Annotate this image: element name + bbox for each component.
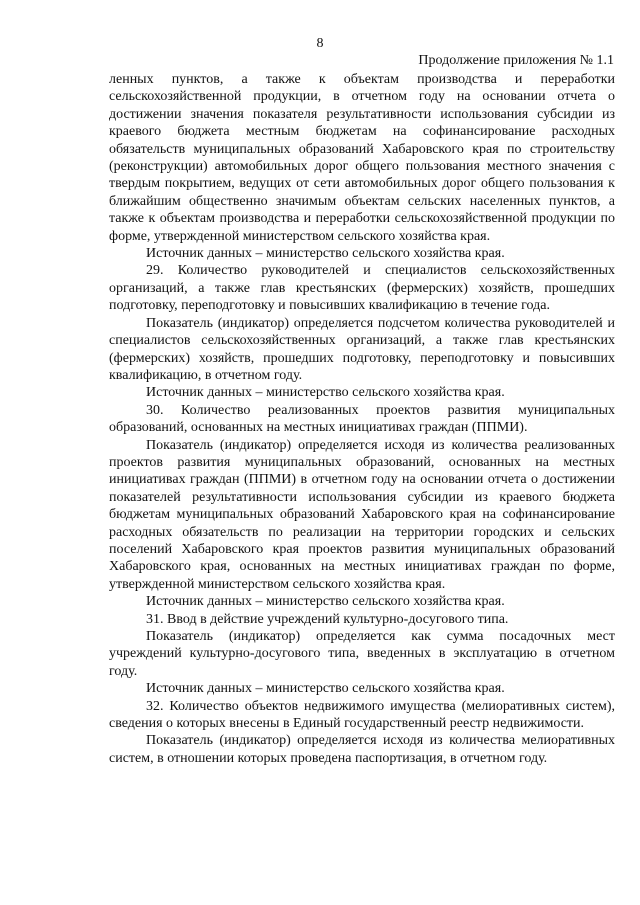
paragraph-continuation: ленных пунктов, а также к объектам производства и переработки сельскохозяйственной продукции, в отчетном году на основании отчета о достижении значения показателя результативности использования субсидии из краевого бюджета местным бюджетам на софинансирование расходных обязательств муниципальных образований Хабаровского края по строительству (реконструкции) автомобильных дорог общего пользования местного значения с твердым покрытием, ведущих от сети автомобильных дорог общего пользования к ближайшим общественно значимым объектам сельских населенных пунктов, а также к объектам производства и переработки сельскохозяйственной продукции по форме, утвержденной министерством сельского хозяйства края. [109, 72, 615, 244]
indicator-32-title: 32. Количество объектов недвижимого имущества (мелиоративных систем), сведения о которых внесены в Единый государственный реестр недвижимости. [109, 698, 615, 732]
indicator-29-title: 29. Количество руководителей и специалистов сельскохозяйственных организаций, а также глав крестьянских (фермерских) хозяйств, прошедших подготовку, переподготовку и повысивших квалификацию в течение года. [109, 263, 615, 314]
indicator-31-description: Показатель (индикатор) определяется как сумма посадочных мест учреждений культурно-досугового типа, введенных в эксплуатацию в отчетном году. [109, 629, 615, 679]
indicator-30-description: Показатель (индикатор) определяется исходя из количества реализованных проектов развития муниципальных образований, основанных на местных инициативах граждан (ППМИ) в отчетном году на основании отчета о достижении показателей результативности использования субсидии из краевого бюджета бюджетам муниципальных образований Хабаровского края на софинансирование расходных обязательств по реализации на территории городских и сельских поселений Хабаровского края проектов развития муниципальных образований Хабаровского края, основанных на местных инициативах граждан по форме, утвержденной министерством сельского хозяйства края. [109, 437, 615, 592]
indicator-32-description: Показатель (индикатор) определяется исходя из количества мелиоративных систем, в отношении которых проведена паспортизация, в отчетном году. [109, 733, 615, 766]
appendix-continuation-note: Продолжение приложения № 1.1 [418, 53, 614, 68]
data-source-paragraph: Источник данных – министерство сельского хозяйства края. [146, 246, 505, 262]
data-source-paragraph: Источник данных – министерство сельского хозяйства края. [146, 385, 505, 401]
indicator-31-title: 31. Ввод в действие учреждений культурно-досугового типа. [146, 611, 509, 627]
data-source-paragraph: Источник данных – министерство сельского хозяйства края. [146, 594, 505, 610]
data-source-paragraph: Источник данных – министерство сельского хозяйства края. [146, 681, 505, 697]
body-text [109, 71, 615, 767]
page-number: 8 [316, 36, 324, 51]
indicator-29-description: Показатель (индикатор) определяется подсчетом количества руководителей и специалистов сельскохозяйственных организаций, а также глав крестьянских (фермерских) хозяйств, прошедших подготовку, переподготовку и повысивших квалификацию, в отчетном году. [109, 315, 615, 383]
indicator-30-title: 30. Количество реализованных проектов развития муниципальных образований, основанных на местных инициативах граждан (ППМИ). [109, 402, 615, 436]
